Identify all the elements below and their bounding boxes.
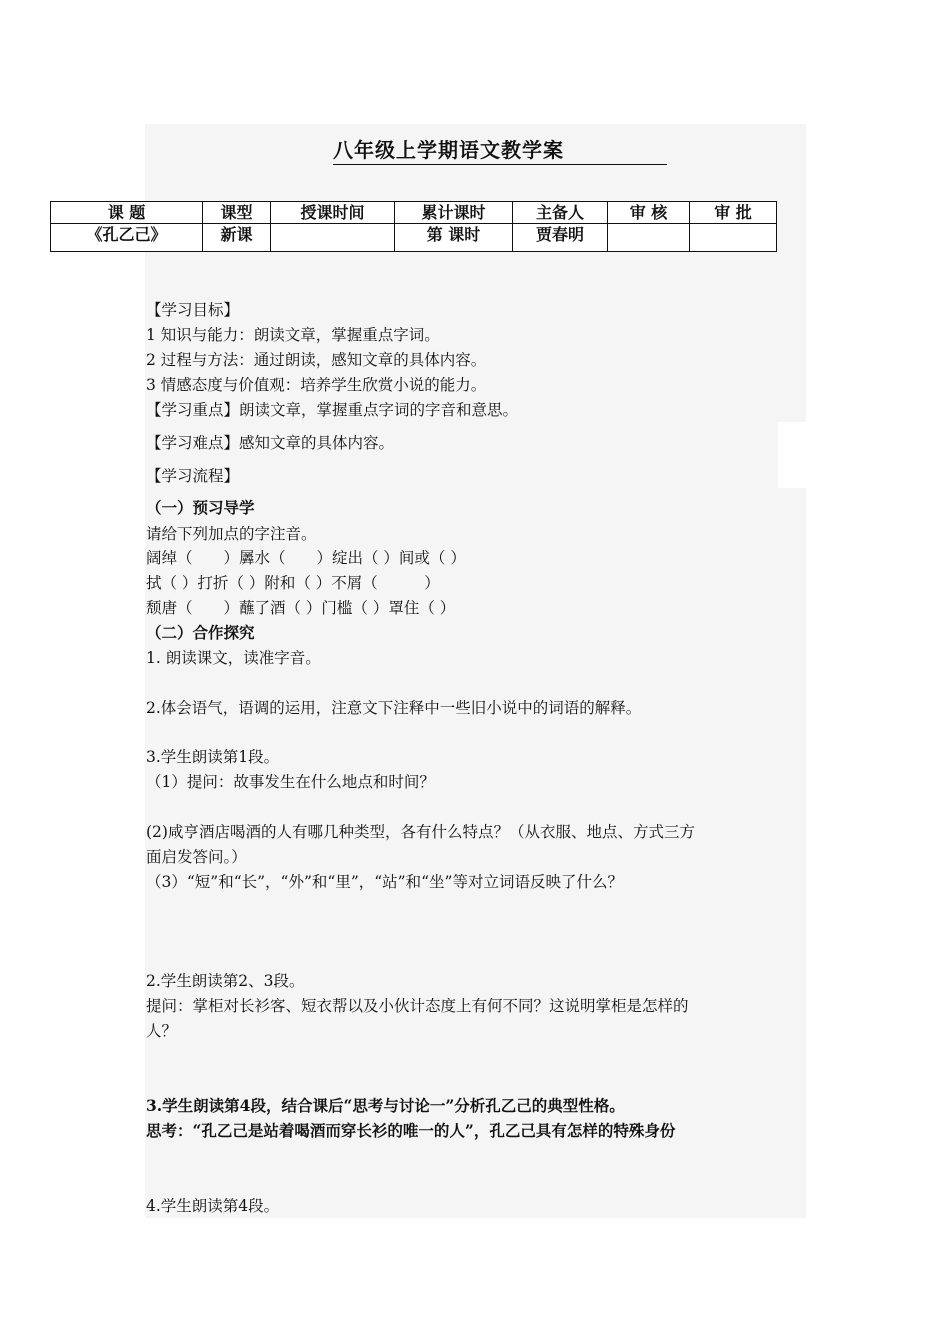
- page-sheet: [145, 124, 806, 1218]
- question-item-cont: 人？: [146, 1022, 178, 1040]
- lesson-time-cell: [271, 224, 395, 252]
- instruction: 请给下列加点的字注音。: [146, 525, 317, 543]
- exercise-line: 拭（ ）打折（ ）附和（ ）不屑（ ）: [146, 574, 440, 592]
- exercise-line: 阔绰（ ）羼水（ ）绽出（ ）间或（ ）: [146, 549, 466, 567]
- lesson-type-cell: 新课: [203, 224, 271, 252]
- step-item: 2.体会语气，语调的运用，注意文下注释中一些旧小说中的词语的解释。: [146, 699, 642, 717]
- period-count-cell: 第 课时: [395, 224, 513, 252]
- difficulty: 【学习难点】感知文章的具体内容。: [146, 434, 395, 452]
- header-cell: 课 题: [51, 202, 203, 224]
- header-cell: 审 核: [608, 202, 690, 224]
- reviewer-cell: [608, 224, 690, 252]
- header-cell: 主备人: [513, 202, 608, 224]
- section-heading-process: 【学习流程】: [146, 467, 240, 485]
- goal-item: 2 过程与方法：通过朗读，感知文章的具体内容。: [146, 351, 487, 369]
- page-title: 八年级上学期语文教学案: [333, 136, 667, 165]
- step-item: 4.学生朗读第4段。: [146, 1197, 280, 1215]
- step-item-bold: 3.学生朗读第4段，结合课后“思考与讨论一”分析孔乙己的典型性格。: [146, 1096, 625, 1115]
- goal-item: 3 情感态度与价值观：培养学生欣赏小说的能力。: [146, 376, 487, 394]
- step-item: 1. 朗读课文，读准字音。: [146, 649, 321, 667]
- think-question: 思考：“孔乙己是站着喝酒而穿长衫的唯一的人”，孔乙己具有怎样的特殊身份: [146, 1121, 676, 1140]
- header-cell: 审 批: [690, 202, 777, 224]
- margin-patch: [778, 422, 806, 488]
- subsection-heading: （二）合作探究: [146, 623, 255, 642]
- header-cell: 累计课时: [395, 202, 513, 224]
- header-cell: 课型: [203, 202, 271, 224]
- section-heading-goals: 【学习目标】: [146, 301, 240, 319]
- exercise-line: 颓唐（ ）蘸了酒（ ）门槛（ ）罩住（ ）: [146, 599, 456, 617]
- question-item: 提问：掌柜对长衫客、短衣帮以及小伙计态度上有何不同？这说明掌柜是怎样的: [146, 997, 689, 1015]
- preparer-cell: 贾春明: [513, 224, 608, 252]
- header-cell: 授课时间: [271, 202, 395, 224]
- key-point: 【学习重点】朗读文章，掌握重点字词的字音和意思。: [146, 401, 519, 419]
- table-row: [51, 224, 777, 252]
- step-item: 3.学生朗读第1段。: [146, 748, 280, 766]
- question-item: （3）“短”和“长”，“外”和“里”，“站”和“坐”等对立词语反映了什么？: [146, 873, 623, 891]
- goal-item: 1 知识与能力：朗读文章，掌握重点字词。: [146, 326, 440, 344]
- table-header-row: [51, 202, 777, 224]
- question-item: （1）提问：故事发生在什么地点和时间？: [146, 773, 435, 791]
- lesson-title-cell: 《孔乙己》: [51, 224, 203, 252]
- question-item-cont: 面启发答问。）: [146, 848, 247, 866]
- step-item: 2.学生朗读第2、3段。: [146, 972, 305, 990]
- question-item: (2)咸亨酒店喝酒的人有哪几种类型，各有什么特点？（从衣服、地点、方式三方: [146, 823, 695, 841]
- lesson-info-table: [50, 201, 777, 252]
- subsection-heading: （一）预习导学: [146, 498, 255, 517]
- approver-cell: [690, 224, 777, 252]
